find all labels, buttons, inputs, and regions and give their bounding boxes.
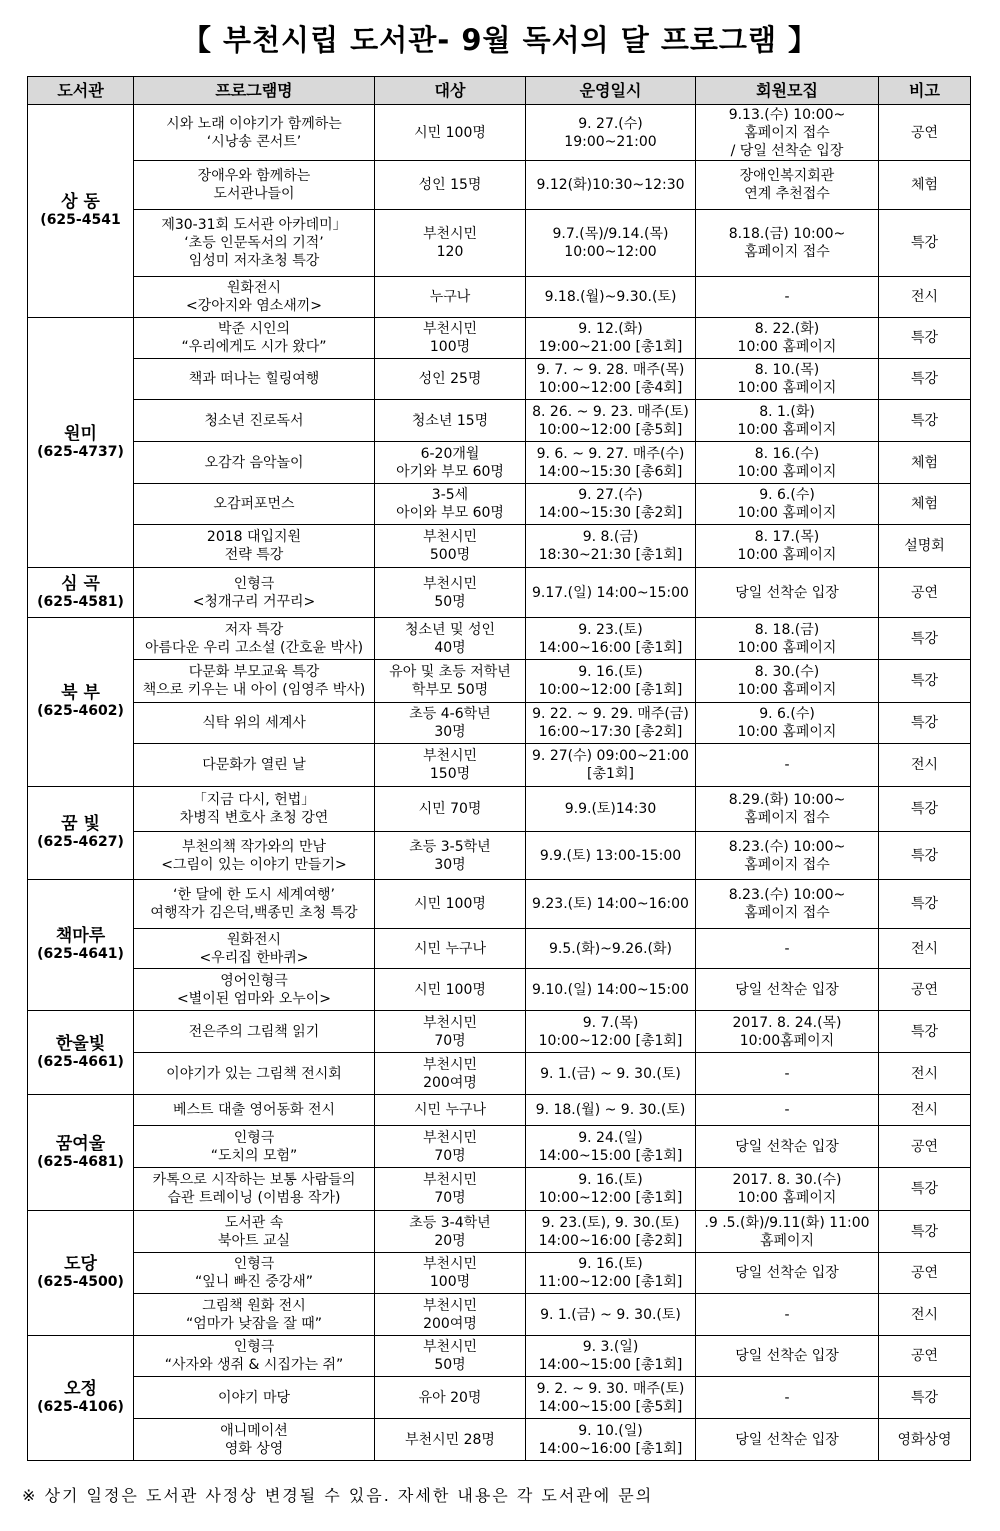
recruit-cell: 8.18.(금) 10:00~ 홈페이지 접수 xyxy=(696,210,879,277)
note-cell: 전시 xyxy=(879,277,971,318)
library-name: 한울빛 xyxy=(55,1033,106,1054)
schedule-cell: 9. 16.(토) 11:00~12:00 [총1회] xyxy=(526,1253,696,1294)
library-phone: (625-4737) xyxy=(37,443,124,460)
target-cell: 부천시민 120 xyxy=(375,210,526,277)
table-row xyxy=(28,1377,971,1419)
schedule-cell: 9.5.(화)~9.26.(화) xyxy=(526,929,696,969)
schedule-cell: 9. 16.(토) 10:00~12:00 [총1회] xyxy=(526,660,696,703)
target-cell: 시민 70명 xyxy=(375,787,526,832)
recruit-cell: 당일 선착순 입장 xyxy=(696,1126,879,1168)
program-name-cell: 박준 시인의 “우리에게도 시가 왔다” xyxy=(134,318,375,359)
recruit-cell: 8. 18.(금) 10:00 홈페이지 xyxy=(696,618,879,660)
table-row xyxy=(28,787,971,832)
schedule-cell: 9.17.(일) 14:00~15:00 xyxy=(526,568,696,618)
library-name: 심 곡 xyxy=(61,573,100,594)
note-cell: 공연 xyxy=(879,568,971,618)
library-phone: (625-4602) xyxy=(37,703,124,719)
library-phone: (625-4106) xyxy=(37,1399,124,1415)
note-cell: 공연 xyxy=(879,1253,971,1294)
table-row xyxy=(28,400,971,442)
library-name: 꿈여울 xyxy=(55,1133,106,1154)
program-name-cell: 원화전시 <우리집 한바퀴> xyxy=(134,929,375,969)
schedule-cell: 9.10.(일) 14:00~15:00 xyxy=(526,969,696,1011)
schedule-cell: 9. 27(수) 09:00~21:00 [총1회] xyxy=(526,744,696,787)
note-cell: 전시 xyxy=(879,929,971,969)
table-row xyxy=(28,660,971,703)
library-name: 상 동 xyxy=(61,192,100,212)
note-cell: 특강 xyxy=(879,832,971,880)
schedule-cell: 9. 23.(토) 14:00~16:00 [총1회] xyxy=(526,618,696,660)
note-cell: 특강 xyxy=(879,318,971,359)
table-row xyxy=(28,832,971,880)
target-cell: 시민 누구나 xyxy=(375,1095,526,1126)
note-cell: 전시 xyxy=(879,1294,971,1336)
table-row xyxy=(28,318,971,359)
target-cell: 청소년 및 성인 40명 xyxy=(375,618,526,660)
table-row xyxy=(28,210,971,277)
table-row xyxy=(28,969,971,1011)
schedule-cell: 9.7.(목)/9.14.(목) 10:00~12:00 xyxy=(526,210,696,277)
note-cell: 공연 xyxy=(879,105,971,161)
note-cell: 특강 xyxy=(879,1211,971,1253)
note-cell: 특강 xyxy=(879,1377,971,1419)
note-cell: 특강 xyxy=(879,618,971,660)
recruit-cell: - xyxy=(696,1095,879,1126)
recruit-cell: 당일 선착순 입장 xyxy=(696,1419,879,1461)
recruit-cell: 8. 16.(수) 10:00 홈페이지 xyxy=(696,442,879,484)
program-name-cell: ‘한 달에 한 도시 세계여행’ 여행작가 김은덕,백종민 초청 특강 xyxy=(134,880,375,929)
note-cell: 특강 xyxy=(879,880,971,929)
library-name: 원미 xyxy=(64,423,97,444)
table-row xyxy=(28,359,971,400)
target-cell: 부천시민 100명 xyxy=(375,1253,526,1294)
target-cell: 유아 20명 xyxy=(375,1377,526,1419)
target-cell: 청소년 15명 xyxy=(375,400,526,442)
note-cell: 설명회 xyxy=(879,525,971,568)
note-cell: 특강 xyxy=(879,210,971,277)
schedule-cell: 9.23.(토) 14:00~16:00 xyxy=(526,880,696,929)
recruit-cell: 9.13.(수) 10:00~ 홈페이지 접수 / 당일 선착순 입장 xyxy=(696,105,879,161)
recruit-cell: - xyxy=(696,1294,879,1336)
recruit-cell: 8. 30.(수) 10:00 홈페이지 xyxy=(696,660,879,703)
recruit-cell: 당일 선착순 입장 xyxy=(696,1253,879,1294)
library-phone: (625-4541 xyxy=(40,212,121,228)
program-name-cell: 2018 대입지원 전략 특강 xyxy=(134,525,375,568)
schedule-cell: 9. 22. ~ 9. 29. 매주(금) 16:00~17:30 [총2회] xyxy=(526,703,696,744)
note-cell: 특강 xyxy=(879,660,971,703)
library-cell xyxy=(28,618,134,787)
note-cell: 특강 xyxy=(879,359,971,400)
library-name: 책마루 xyxy=(55,926,106,946)
schedule-cell: 9. 16.(토) 10:00~12:00 [총1회] xyxy=(526,1168,696,1211)
table-row xyxy=(28,618,971,660)
program-name-cell: 다문화 부모교육 특강 책으로 키우는 내 아이 (임영주 박사) xyxy=(134,660,375,703)
schedule-cell: 9.18.(월)~9.30.(토) xyxy=(526,277,696,318)
table-row xyxy=(28,525,971,568)
library-name: 오정 xyxy=(64,1379,97,1399)
recruit-cell: 8. 22.(화) 10:00 홈페이지 xyxy=(696,318,879,359)
program-name-cell: 전은주의 그림책 읽기 xyxy=(134,1011,375,1053)
target-cell: 누구나 xyxy=(375,277,526,318)
target-cell: 시민 100명 xyxy=(375,105,526,161)
table-row xyxy=(28,484,971,525)
library-phone: (625-4661) xyxy=(37,1053,124,1070)
program-name-cell: 오감퍼포먼스 xyxy=(134,484,375,525)
header-schedule: 운영일시 xyxy=(526,77,696,105)
table-row xyxy=(28,1294,971,1336)
library-phone: (625-4581) xyxy=(37,593,124,610)
table-row xyxy=(28,929,971,969)
program-name-cell: 원화전시 <강아지와 염소새끼> xyxy=(134,277,375,318)
note-cell: 공연 xyxy=(879,969,971,1011)
program-name-cell: 애니메이션 영화 상영 xyxy=(134,1419,375,1461)
recruit-cell: - xyxy=(696,929,879,969)
note-cell: 공연 xyxy=(879,1336,971,1377)
schedule-cell: 8. 26. ~ 9. 23. 매주(토) 10:00~12:00 [총5회] xyxy=(526,400,696,442)
program-name-cell: 인형극 “사자와 생쥐 & 시집가는 쥐” xyxy=(134,1336,375,1377)
library-cell xyxy=(28,1336,134,1461)
recruit-cell: - xyxy=(696,1053,879,1095)
program-name-cell: 제30-31회 도서관 아카데미」 ‘초등 인문독서의 기적’ 임성미 저자초청 특강 xyxy=(134,210,375,277)
library-cell xyxy=(28,787,134,880)
schedule-cell: 9. 8.(금) 18:30~21:30 [총1회] xyxy=(526,525,696,568)
target-cell: 부천시민 150명 xyxy=(375,744,526,787)
program-name-cell: 장애우와 함께하는 도서관나들이 xyxy=(134,161,375,210)
library-cell xyxy=(28,105,134,318)
library-name: 도당 xyxy=(64,1254,97,1274)
header-program: 프로그램명 xyxy=(134,77,375,105)
program-table xyxy=(27,76,971,1461)
target-cell: 초등 4-6학년 30명 xyxy=(375,703,526,744)
library-cell xyxy=(28,1011,134,1095)
note-cell: 체험 xyxy=(879,442,971,484)
program-name-cell: 카톡으로 시작하는 보통 사람들의 습관 트레이닝 (이범용 작가) xyxy=(134,1168,375,1211)
target-cell: 시민 100명 xyxy=(375,969,526,1011)
note-cell: 영화상영 xyxy=(879,1419,971,1461)
schedule-cell: 9. 7. ~ 9. 28. 매주(목) 10:00~12:00 [총4회] xyxy=(526,359,696,400)
recruit-cell: 당일 선착순 입장 xyxy=(696,969,879,1011)
recruit-cell: 9. 6.(수) 10:00 홈페이지 xyxy=(696,703,879,744)
note-cell: 특강 xyxy=(879,400,971,442)
program-name-cell: 이야기가 있는 그림책 전시회 xyxy=(134,1053,375,1095)
note-cell: 전시 xyxy=(879,744,971,787)
table-row xyxy=(28,703,971,744)
target-cell: 성인 15명 xyxy=(375,161,526,210)
schedule-cell: 9. 1.(금) ~ 9. 30.(토) xyxy=(526,1294,696,1336)
recruit-cell: 9. 6.(수) 10:00 홈페이지 xyxy=(696,484,879,525)
program-name-cell: 인형극 “잎니 빠진 중강새” xyxy=(134,1253,375,1294)
library-phone: (625-4627) xyxy=(37,834,124,850)
target-cell: 부천시민 200여명 xyxy=(375,1053,526,1095)
recruit-cell: 당일 선착순 입장 xyxy=(696,1336,879,1377)
target-cell: 유아 및 초등 저학년 학부모 50명 xyxy=(375,660,526,703)
recruit-cell: 장애인복지회관 연계 추천접수 xyxy=(696,161,879,210)
note-cell: 전시 xyxy=(879,1053,971,1095)
target-cell: 부천시민 70명 xyxy=(375,1011,526,1053)
library-cell xyxy=(28,880,134,1011)
recruit-cell: - xyxy=(696,1377,879,1419)
header-library: 도서관 xyxy=(28,77,134,105)
page-title: 【 부천시립 도서관- 9월 독서의 달 프로그램 】 xyxy=(181,23,819,57)
note-cell: 전시 xyxy=(879,1095,971,1126)
table-row xyxy=(28,277,971,318)
target-cell: 초등 3-4학년 20명 xyxy=(375,1211,526,1253)
recruit-cell: 2017. 8. 30.(수) 10:00 홈페이지 xyxy=(696,1168,879,1211)
note-cell: 공연 xyxy=(879,1126,971,1168)
table-row xyxy=(28,1095,971,1126)
header-recruit: 회원모집 xyxy=(696,77,879,105)
library-phone: (625-4641) xyxy=(37,946,124,962)
library-cell xyxy=(28,1095,134,1211)
schedule-cell: 9. 10.(일) 14:00~16:00 [총1회] xyxy=(526,1419,696,1461)
table-row xyxy=(28,442,971,484)
recruit-cell: 8.23.(수) 10:00~ 홈페이지 접수 xyxy=(696,832,879,880)
table-row xyxy=(28,1168,971,1211)
table-row xyxy=(28,1053,971,1095)
schedule-cell: 9. 3.(일) 14:00~15:00 [총1회] xyxy=(526,1336,696,1377)
program-name-cell: 인형극 “도치의 모험” xyxy=(134,1126,375,1168)
target-cell: 시민 누구나 xyxy=(375,929,526,969)
target-cell: 부천시민 70명 xyxy=(375,1126,526,1168)
program-name-cell: 부천의책 작가와의 만남 <그림이 있는 이야기 만들기> xyxy=(134,832,375,880)
table-row xyxy=(28,568,971,618)
program-name-cell: 이야기 마당 xyxy=(134,1377,375,1419)
note-cell: 특강 xyxy=(879,1011,971,1053)
library-cell xyxy=(28,318,134,568)
table-row xyxy=(28,744,971,787)
note-cell: 특강 xyxy=(879,787,971,832)
footnote: ※ 상기 일정은 도서관 사정상 변경될 수 있음. 자세한 내용은 각 도서관에 문의 xyxy=(22,1486,654,1505)
schedule-cell: 9.12(화)10:30~12:30 xyxy=(526,161,696,210)
table-row xyxy=(28,161,971,210)
schedule-cell: 9. 27.(수) 14:00~15:30 [총2회] xyxy=(526,484,696,525)
header-target: 대상 xyxy=(375,77,526,105)
schedule-cell: 9.9.(토)14:30 xyxy=(526,787,696,832)
table-header-row xyxy=(28,77,971,105)
schedule-cell: 9. 12.(화) 19:00~21:00 [총1회] xyxy=(526,318,696,359)
target-cell: 부천시민 50명 xyxy=(375,568,526,618)
table-row xyxy=(28,1126,971,1168)
program-name-cell: 「지금 다시, 헌법」 차병직 변호사 초청 강연 xyxy=(134,787,375,832)
schedule-cell: 9. 7.(목) 10:00~12:00 [총1회] xyxy=(526,1011,696,1053)
table-row xyxy=(28,1336,971,1377)
target-cell: 부천시민 28명 xyxy=(375,1419,526,1461)
schedule-cell: 9. 23.(토), 9. 30.(토) 14:00~16:00 [총2회] xyxy=(526,1211,696,1253)
table-row xyxy=(28,105,971,161)
target-cell: 부천시민 500명 xyxy=(375,525,526,568)
note-cell: 체험 xyxy=(879,161,971,210)
schedule-cell: 9. 6. ~ 9. 27. 매주(수) 14:00~15:30 [총6회] xyxy=(526,442,696,484)
recruit-cell: 8. 10.(목) 10:00 홈페이지 xyxy=(696,359,879,400)
recruit-cell: .9 .5.(화)/9.11(화) 11:00 홈페이지 xyxy=(696,1211,879,1253)
program-name-cell: 도서관 속 북아트 교실 xyxy=(134,1211,375,1253)
note-cell: 체험 xyxy=(879,484,971,525)
target-cell: 초등 3-5학년 30명 xyxy=(375,832,526,880)
recruit-cell: - xyxy=(696,744,879,787)
target-cell: 부천시민 50명 xyxy=(375,1336,526,1377)
program-name-cell: 인형극 <청개구리 거꾸리> xyxy=(134,568,375,618)
table-row xyxy=(28,1253,971,1294)
target-cell: 부천시민 200여명 xyxy=(375,1294,526,1336)
library-cell xyxy=(28,568,134,618)
recruit-cell: 8. 17.(목) 10:00 홈페이지 xyxy=(696,525,879,568)
recruit-cell: 2017. 8. 24.(목) 10:00홈페이지 xyxy=(696,1011,879,1053)
header-note: 비고 xyxy=(879,77,971,105)
program-name-cell: 영어인형극 <별이된 엄마와 오누이> xyxy=(134,969,375,1011)
recruit-cell: - xyxy=(696,277,879,318)
program-name-cell: 식탁 위의 세계사 xyxy=(134,703,375,744)
recruit-cell: 당일 선착순 입장 xyxy=(696,568,879,618)
table-body xyxy=(28,105,971,1461)
schedule-cell: 9. 27.(수) 19:00~21:00 xyxy=(526,105,696,161)
program-name-cell: 오감각 음악놀이 xyxy=(134,442,375,484)
table-row xyxy=(28,1419,971,1461)
target-cell: 성인 25명 xyxy=(375,359,526,400)
program-name-cell: 다문화가 열린 날 xyxy=(134,744,375,787)
recruit-cell: 8. 1.(화) 10:00 홈페이지 xyxy=(696,400,879,442)
schedule-cell: 9. 2. ~ 9. 30. 매주(토) 14:00~15:00 [총5회] xyxy=(526,1377,696,1419)
recruit-cell: 8.23.(수) 10:00~ 홈페이지 접수 xyxy=(696,880,879,929)
program-name-cell: 시와 노래 이야기가 함께하는 ‘시낭송 콘서트’ xyxy=(134,105,375,161)
note-cell: 특강 xyxy=(879,703,971,744)
library-cell xyxy=(28,1211,134,1336)
schedule-cell: 9. 18.(월) ~ 9. 30.(토) xyxy=(526,1095,696,1126)
schedule-cell: 9. 1.(금) ~ 9. 30.(토) xyxy=(526,1053,696,1095)
recruit-cell: 8.29.(화) 10:00~ 홈페이지 접수 xyxy=(696,787,879,832)
table-row xyxy=(28,880,971,929)
program-name-cell: 저자 특강 아름다운 우리 고소설 (간호윤 박사) xyxy=(134,618,375,660)
library-name: 꿈 빛 xyxy=(61,814,100,834)
schedule-cell: 9.9.(토) 13:00-15:00 xyxy=(526,832,696,880)
target-cell: 6-20개월 아기와 부모 60명 xyxy=(375,442,526,484)
program-name-cell: 그림책 원화 전시 “엄마가 낮잠을 잘 때” xyxy=(134,1294,375,1336)
target-cell: 부천시민 100명 xyxy=(375,318,526,359)
target-cell: 시민 100명 xyxy=(375,880,526,929)
schedule-cell: 9. 24.(일) 14:00~15:00 [총1회] xyxy=(526,1126,696,1168)
program-name-cell: 청소년 진로독서 xyxy=(134,400,375,442)
library-phone: (625-4500) xyxy=(37,1274,124,1290)
target-cell: 부천시민 70명 xyxy=(375,1168,526,1211)
note-cell: 특강 xyxy=(879,1168,971,1211)
target-cell: 3-5세 아이와 부모 60명 xyxy=(375,484,526,525)
table-row xyxy=(28,1211,971,1253)
program-name-cell: 베스트 대출 영어동화 전시 xyxy=(134,1095,375,1126)
library-name: 북 부 xyxy=(61,683,100,703)
program-name-cell: 책과 떠나는 힐링여행 xyxy=(134,359,375,400)
table-row xyxy=(28,1011,971,1053)
library-phone: (625-4681) xyxy=(37,1153,124,1170)
